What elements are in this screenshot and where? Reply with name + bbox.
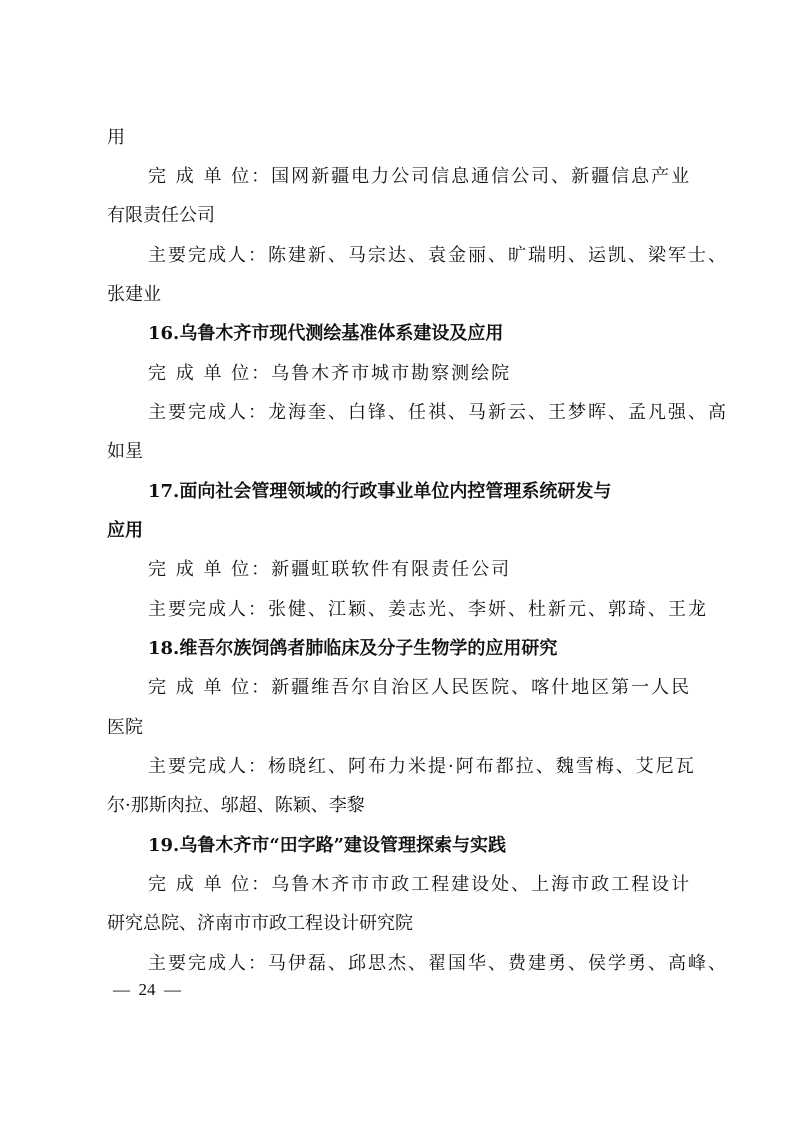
completing-unit-line: 完 成 单 位：乌鲁木齐市市政工程建设处、上海市政工程设计 [148, 874, 692, 895]
project-title-19: 19.乌鲁木齐市“田字路”建设管理探索与实践 [148, 835, 507, 856]
completing-unit-line: 完 成 单 位：新疆虹联软件有限责任公司 [148, 559, 512, 580]
text-line-continuation: 尔·那斯肉拉、邬超、陈颖、李黎 [107, 795, 365, 816]
text-line-continuation: 有限责任公司 [107, 205, 215, 226]
text-line-continuation: 医院 [107, 717, 143, 738]
page-number: — 24 — [113, 980, 181, 999]
completing-unit-line: 完 成 单 位：国网新疆电力公司信息通信公司、新疆信息产业 [148, 166, 692, 187]
main-completers-line: 主要完成人：张健、江颖、姜志光、李妍、杜新元、郭琦、王龙 [148, 599, 708, 620]
main-completers-line: 主要完成人：马伊磊、邱思杰、翟国华、费建勇、侯学勇、高峰、 [148, 953, 728, 974]
text-line-continuation: 如星 [107, 441, 143, 462]
main-completers-line: 主要完成人：杨晓红、阿布力米提·阿布都拉、魏雪梅、艾尼瓦 [148, 756, 696, 777]
project-title-16: 16.乌鲁木齐市现代测绘基准体系建设及应用 [148, 323, 504, 344]
text-line-continuation: 研究总院、济南市市政工程设计研究院 [107, 913, 413, 934]
project-title-18: 18.维吾尔族饲鸽者肺临床及分子生物学的应用研究 [148, 638, 558, 659]
project-title-17-continuation: 应用 [107, 520, 143, 541]
completing-unit-line: 完 成 单 位：新疆维吾尔自治区人民医院、喀什地区第一人民 [148, 677, 692, 698]
completing-unit-line: 完 成 单 位：乌鲁木齐市城市勘察测绘院 [148, 363, 512, 384]
text-line-continuation: 用 [107, 127, 125, 148]
main-completers-line: 主要完成人：陈建新、马宗达、袁金丽、旷瑞明、运凯、梁军士、 [148, 245, 728, 266]
text-line-continuation: 张建业 [107, 284, 161, 305]
main-completers-line: 主要完成人：龙海奎、白锋、任祺、马新云、王梦晖、孟凡强、高 [148, 402, 728, 423]
project-title-17: 17.面向社会管理领域的行政事业单位内控管理系统研发与 [148, 481, 612, 502]
